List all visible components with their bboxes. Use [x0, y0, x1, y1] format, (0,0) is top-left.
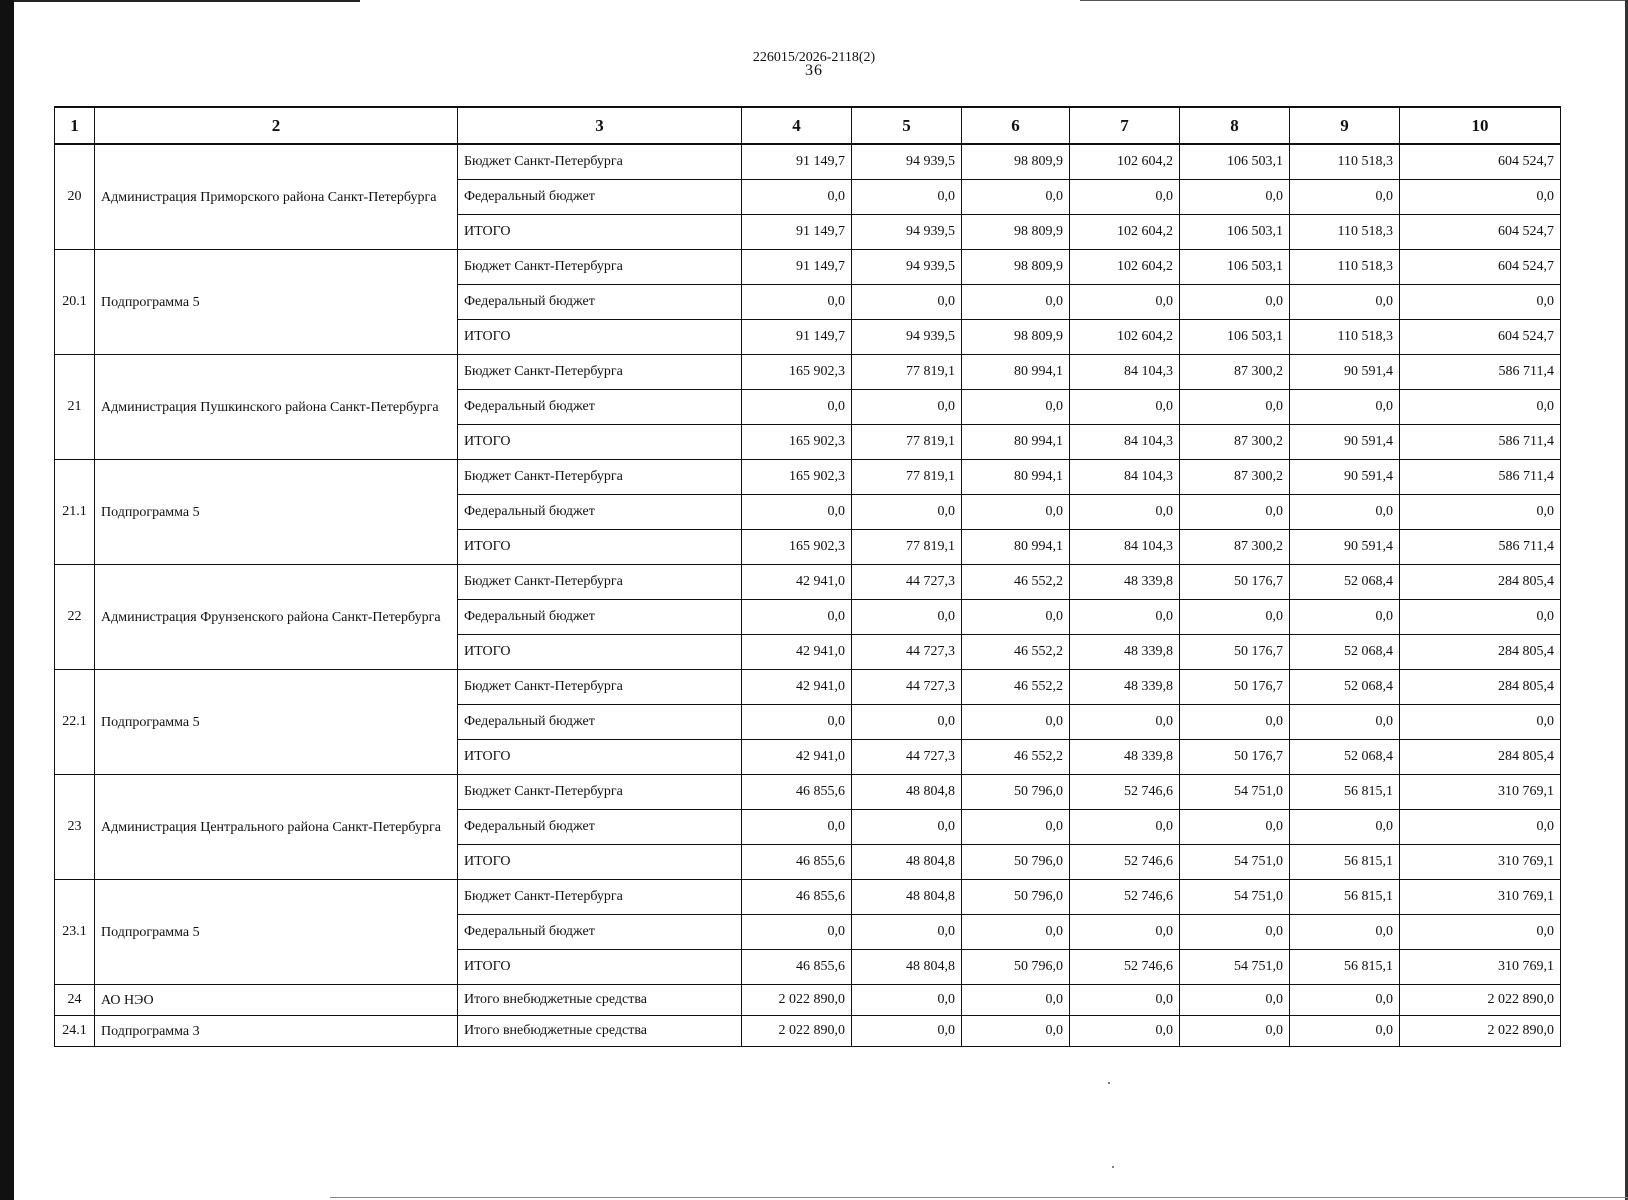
funding-source: ИТОГО: [458, 845, 742, 880]
year-value: 46 552,2: [962, 565, 1070, 600]
entity-name: Подпрограмма 5: [95, 460, 458, 565]
year-value: 50 796,0: [962, 845, 1070, 880]
year-value: 0,0: [852, 285, 962, 320]
year-value: 0,0: [1290, 1016, 1400, 1047]
year-value: 0,0: [742, 285, 852, 320]
total-value: 0,0: [1400, 810, 1561, 845]
year-value: 91 149,7: [742, 215, 852, 250]
row-index: 22.1: [55, 670, 95, 775]
year-value: 52 746,6: [1070, 950, 1180, 985]
column-header: 4: [742, 107, 852, 144]
year-value: 2 022 890,0: [742, 1016, 852, 1047]
total-value: 604 524,7: [1400, 215, 1561, 250]
year-value: 84 104,3: [1070, 460, 1180, 495]
year-value: 0,0: [962, 180, 1070, 215]
year-value: 0,0: [1290, 810, 1400, 845]
funding-source: Бюджет Санкт-Петербурга: [458, 144, 742, 180]
column-header: 7: [1070, 107, 1180, 144]
year-value: 0,0: [1290, 495, 1400, 530]
total-value: 0,0: [1400, 495, 1561, 530]
total-value: 604 524,7: [1400, 144, 1561, 180]
year-value: 0,0: [962, 1016, 1070, 1047]
entity-name: Администрация Приморского района Санкт-Петербурга: [95, 144, 458, 250]
year-value: 0,0: [1180, 1016, 1290, 1047]
year-value: 94 939,5: [852, 250, 962, 285]
year-value: 94 939,5: [852, 320, 962, 355]
year-value: 91 149,7: [742, 250, 852, 285]
total-value: 310 769,1: [1400, 845, 1561, 880]
year-value: 0,0: [742, 180, 852, 215]
year-value: 94 939,5: [852, 144, 962, 180]
total-value: 2 022 890,0: [1400, 985, 1561, 1016]
page-number: 36: [805, 62, 823, 79]
row-index: 21: [55, 355, 95, 460]
total-value: 0,0: [1400, 390, 1561, 425]
year-value: 77 819,1: [852, 355, 962, 390]
year-value: 0,0: [1070, 810, 1180, 845]
year-value: 91 149,7: [742, 144, 852, 180]
year-value: 0,0: [1180, 180, 1290, 215]
year-value: 56 815,1: [1290, 950, 1400, 985]
funding-source: ИТОГО: [458, 530, 742, 565]
year-value: 106 503,1: [1180, 215, 1290, 250]
year-value: 102 604,2: [1070, 215, 1180, 250]
total-value: 604 524,7: [1400, 250, 1561, 285]
total-value: 310 769,1: [1400, 950, 1561, 985]
year-value: 0,0: [1290, 285, 1400, 320]
year-value: 52 068,4: [1290, 565, 1400, 600]
year-value: 84 104,3: [1070, 530, 1180, 565]
year-value: 42 941,0: [742, 565, 852, 600]
table-row: [55, 985, 1561, 1016]
table-row: [55, 565, 1561, 600]
year-value: 46 855,6: [742, 845, 852, 880]
year-value: 0,0: [1180, 390, 1290, 425]
table-row: [55, 775, 1561, 810]
funding-source: Федеральный бюджет: [458, 390, 742, 425]
table-row: [55, 355, 1561, 390]
year-value: 80 994,1: [962, 425, 1070, 460]
scan-edge-left: [0, 0, 14, 1200]
total-value: 310 769,1: [1400, 880, 1561, 915]
year-value: 48 339,8: [1070, 740, 1180, 775]
year-value: 0,0: [1290, 600, 1400, 635]
year-value: 0,0: [852, 915, 962, 950]
year-value: 44 727,3: [852, 635, 962, 670]
funding-source: ИТОГО: [458, 950, 742, 985]
year-value: 52 746,6: [1070, 880, 1180, 915]
year-value: 0,0: [1290, 180, 1400, 215]
year-value: 87 300,2: [1180, 460, 1290, 495]
total-value: 0,0: [1400, 705, 1561, 740]
year-value: 52 746,6: [1070, 845, 1180, 880]
total-value: 2 022 890,0: [1400, 1016, 1561, 1047]
table-body: [55, 144, 1561, 1047]
year-value: 98 809,9: [962, 250, 1070, 285]
year-value: 0,0: [1180, 705, 1290, 740]
year-value: 98 809,9: [962, 215, 1070, 250]
year-value: 0,0: [1290, 985, 1400, 1016]
year-value: 0,0: [1070, 600, 1180, 635]
entity-name: Подпрограмма 3: [95, 1016, 458, 1047]
year-value: 48 804,8: [852, 775, 962, 810]
year-value: 44 727,3: [852, 740, 962, 775]
year-value: 54 751,0: [1180, 775, 1290, 810]
funding-source: Бюджет Санкт-Петербурга: [458, 565, 742, 600]
year-value: 54 751,0: [1180, 950, 1290, 985]
year-value: 0,0: [852, 705, 962, 740]
funding-source: Федеральный бюджет: [458, 600, 742, 635]
scan-speck: [1108, 1082, 1110, 1084]
entity-name: АО НЭО: [95, 985, 458, 1016]
year-value: 87 300,2: [1180, 425, 1290, 460]
year-value: 54 751,0: [1180, 880, 1290, 915]
entity-name: Администрация Фрунзенского района Санкт-Петербурга: [95, 565, 458, 670]
year-value: 2 022 890,0: [742, 985, 852, 1016]
year-value: 0,0: [1180, 985, 1290, 1016]
total-value: 586 711,4: [1400, 460, 1561, 495]
year-value: 165 902,3: [742, 355, 852, 390]
year-value: 0,0: [1070, 285, 1180, 320]
year-value: 0,0: [852, 810, 962, 845]
year-value: 0,0: [962, 705, 1070, 740]
year-value: 50 176,7: [1180, 670, 1290, 705]
funding-source: Федеральный бюджет: [458, 285, 742, 320]
year-value: 44 727,3: [852, 565, 962, 600]
year-value: 52 068,4: [1290, 635, 1400, 670]
year-value: 44 727,3: [852, 670, 962, 705]
year-value: 48 339,8: [1070, 635, 1180, 670]
year-value: 80 994,1: [962, 530, 1070, 565]
year-value: 87 300,2: [1180, 530, 1290, 565]
funding-source: Федеральный бюджет: [458, 915, 742, 950]
table-row: [55, 1016, 1561, 1047]
year-value: 77 819,1: [852, 425, 962, 460]
entity-name: Администрация Центрального района Санкт-Петербурга: [95, 775, 458, 880]
column-header: 5: [852, 107, 962, 144]
total-value: 586 711,4: [1400, 355, 1561, 390]
year-value: 52 068,4: [1290, 740, 1400, 775]
year-value: 0,0: [742, 495, 852, 530]
total-value: 586 711,4: [1400, 425, 1561, 460]
total-value: 586 711,4: [1400, 530, 1561, 565]
year-value: 48 804,8: [852, 950, 962, 985]
column-header: 8: [1180, 107, 1290, 144]
year-value: 0,0: [1180, 915, 1290, 950]
scan-edge-bottom: [330, 1197, 1628, 1198]
year-value: 0,0: [1180, 495, 1290, 530]
funding-source: Федеральный бюджет: [458, 705, 742, 740]
scan-edge-top: [0, 0, 360, 2]
table-row: [55, 144, 1561, 180]
funding-source: Бюджет Санкт-Петербурга: [458, 460, 742, 495]
year-value: 42 941,0: [742, 635, 852, 670]
column-header: 6: [962, 107, 1070, 144]
funding-source: Федеральный бюджет: [458, 180, 742, 215]
year-value: 0,0: [742, 705, 852, 740]
scan-speck: [1112, 1166, 1114, 1168]
funding-source: Бюджет Санкт-Петербурга: [458, 250, 742, 285]
year-value: 0,0: [1070, 705, 1180, 740]
year-value: 46 855,6: [742, 950, 852, 985]
year-value: 46 855,6: [742, 775, 852, 810]
year-value: 52 068,4: [1290, 670, 1400, 705]
year-value: 50 176,7: [1180, 565, 1290, 600]
year-value: 87 300,2: [1180, 355, 1290, 390]
year-value: 0,0: [852, 600, 962, 635]
year-value: 0,0: [742, 915, 852, 950]
funding-source: ИТОГО: [458, 635, 742, 670]
year-value: 46 552,2: [962, 670, 1070, 705]
year-value: 0,0: [962, 285, 1070, 320]
funding-source: Федеральный бюджет: [458, 495, 742, 530]
year-value: 110 518,3: [1290, 320, 1400, 355]
year-value: 110 518,3: [1290, 144, 1400, 180]
year-value: 90 591,4: [1290, 355, 1400, 390]
year-value: 0,0: [962, 810, 1070, 845]
funding-source: Итого внебюджетные средства: [458, 985, 742, 1016]
year-value: 110 518,3: [1290, 250, 1400, 285]
year-value: 0,0: [962, 600, 1070, 635]
year-value: 48 804,8: [852, 845, 962, 880]
year-value: 46 552,2: [962, 740, 1070, 775]
year-value: 50 176,7: [1180, 740, 1290, 775]
year-value: 48 339,8: [1070, 565, 1180, 600]
year-value: 0,0: [852, 985, 962, 1016]
year-value: 77 819,1: [852, 460, 962, 495]
year-value: 42 941,0: [742, 670, 852, 705]
year-value: 0,0: [1070, 915, 1180, 950]
column-header: 1: [55, 107, 95, 144]
table-row: [55, 670, 1561, 705]
year-value: 0,0: [1290, 705, 1400, 740]
total-value: 284 805,4: [1400, 670, 1561, 705]
year-value: 102 604,2: [1070, 250, 1180, 285]
row-index: 23: [55, 775, 95, 880]
year-value: 0,0: [742, 600, 852, 635]
year-value: 110 518,3: [1290, 215, 1400, 250]
row-index: 24.1: [55, 1016, 95, 1047]
table-row: [55, 460, 1561, 495]
total-value: 0,0: [1400, 915, 1561, 950]
year-value: 46 552,2: [962, 635, 1070, 670]
funding-source: Федеральный бюджет: [458, 810, 742, 845]
table-row: [55, 250, 1561, 285]
year-value: 56 815,1: [1290, 880, 1400, 915]
year-value: 0,0: [962, 985, 1070, 1016]
year-value: 0,0: [962, 915, 1070, 950]
year-value: 0,0: [742, 810, 852, 845]
year-value: 98 809,9: [962, 320, 1070, 355]
year-value: 0,0: [1180, 810, 1290, 845]
column-header: 9: [1290, 107, 1400, 144]
total-value: 604 524,7: [1400, 320, 1561, 355]
year-value: 98 809,9: [962, 144, 1070, 180]
entity-name: Подпрограмма 5: [95, 670, 458, 775]
column-header: 10: [1400, 107, 1561, 144]
year-value: 0,0: [1070, 985, 1180, 1016]
total-value: 0,0: [1400, 600, 1561, 635]
row-index: 20: [55, 144, 95, 250]
scan-edge-top-right: [1080, 0, 1628, 1]
year-value: 84 104,3: [1070, 425, 1180, 460]
funding-source: ИТОГО: [458, 425, 742, 460]
total-value: 284 805,4: [1400, 635, 1561, 670]
year-value: 80 994,1: [962, 355, 1070, 390]
year-value: 48 804,8: [852, 880, 962, 915]
entity-name: Подпрограмма 5: [95, 880, 458, 985]
year-value: 0,0: [962, 390, 1070, 425]
year-value: 0,0: [1070, 390, 1180, 425]
funding-source: Итого внебюджетные средства: [458, 1016, 742, 1047]
year-value: 50 176,7: [1180, 635, 1290, 670]
total-value: 284 805,4: [1400, 565, 1561, 600]
year-value: 165 902,3: [742, 460, 852, 495]
year-value: 54 751,0: [1180, 845, 1290, 880]
year-value: 0,0: [852, 495, 962, 530]
year-value: 0,0: [1290, 390, 1400, 425]
year-value: 90 591,4: [1290, 530, 1400, 565]
year-value: 0,0: [1180, 285, 1290, 320]
entity-name: Подпрограмма 5: [95, 250, 458, 355]
year-value: 0,0: [852, 1016, 962, 1047]
year-value: 50 796,0: [962, 950, 1070, 985]
year-value: 48 339,8: [1070, 670, 1180, 705]
year-value: 0,0: [1180, 600, 1290, 635]
total-value: 0,0: [1400, 180, 1561, 215]
funding-source: ИТОГО: [458, 215, 742, 250]
funding-source: Бюджет Санкт-Петербурга: [458, 880, 742, 915]
year-value: 0,0: [962, 495, 1070, 530]
year-value: 91 149,7: [742, 320, 852, 355]
year-value: 0,0: [852, 390, 962, 425]
row-index: 24: [55, 985, 95, 1016]
year-value: 0,0: [742, 390, 852, 425]
funding-source: Бюджет Санкт-Петербурга: [458, 775, 742, 810]
year-value: 80 994,1: [962, 460, 1070, 495]
year-value: 0,0: [852, 180, 962, 215]
total-value: 0,0: [1400, 285, 1561, 320]
column-header: 3: [458, 107, 742, 144]
year-value: 106 503,1: [1180, 320, 1290, 355]
year-value: 106 503,1: [1180, 250, 1290, 285]
year-value: 77 819,1: [852, 530, 962, 565]
row-index: 23.1: [55, 880, 95, 985]
year-value: 0,0: [1290, 915, 1400, 950]
document-id: 226015/2026-2118(2): [752, 50, 876, 65]
year-value: 42 941,0: [742, 740, 852, 775]
funding-source: Бюджет Санкт-Петербурга: [458, 355, 742, 390]
year-value: 102 604,2: [1070, 320, 1180, 355]
year-value: 106 503,1: [1180, 144, 1290, 180]
year-value: 84 104,3: [1070, 355, 1180, 390]
year-value: 56 815,1: [1290, 775, 1400, 810]
funding-source: ИТОГО: [458, 320, 742, 355]
year-value: 0,0: [1070, 495, 1180, 530]
year-value: 52 746,6: [1070, 775, 1180, 810]
year-value: 46 855,6: [742, 880, 852, 915]
column-header: 2: [95, 107, 458, 144]
funding-source: ИТОГО: [458, 740, 742, 775]
year-value: 90 591,4: [1290, 425, 1400, 460]
year-value: 0,0: [1070, 1016, 1180, 1047]
entity-name: Администрация Пушкинского района Санкт-Петербурга: [95, 355, 458, 460]
row-index: 21.1: [55, 460, 95, 565]
total-value: 310 769,1: [1400, 775, 1561, 810]
header-row: [55, 107, 1561, 144]
year-value: 50 796,0: [962, 880, 1070, 915]
year-value: 0,0: [1070, 180, 1180, 215]
total-value: 284 805,4: [1400, 740, 1561, 775]
year-value: 94 939,5: [852, 215, 962, 250]
year-value: 50 796,0: [962, 775, 1070, 810]
year-value: 56 815,1: [1290, 845, 1400, 880]
budget-table: [54, 106, 1561, 1047]
year-value: 90 591,4: [1290, 460, 1400, 495]
table-row: [55, 880, 1561, 915]
year-value: 165 902,3: [742, 530, 852, 565]
funding-source: Бюджет Санкт-Петербурга: [458, 670, 742, 705]
year-value: 102 604,2: [1070, 144, 1180, 180]
row-index: 20.1: [55, 250, 95, 355]
year-value: 165 902,3: [742, 425, 852, 460]
row-index: 22: [55, 565, 95, 670]
